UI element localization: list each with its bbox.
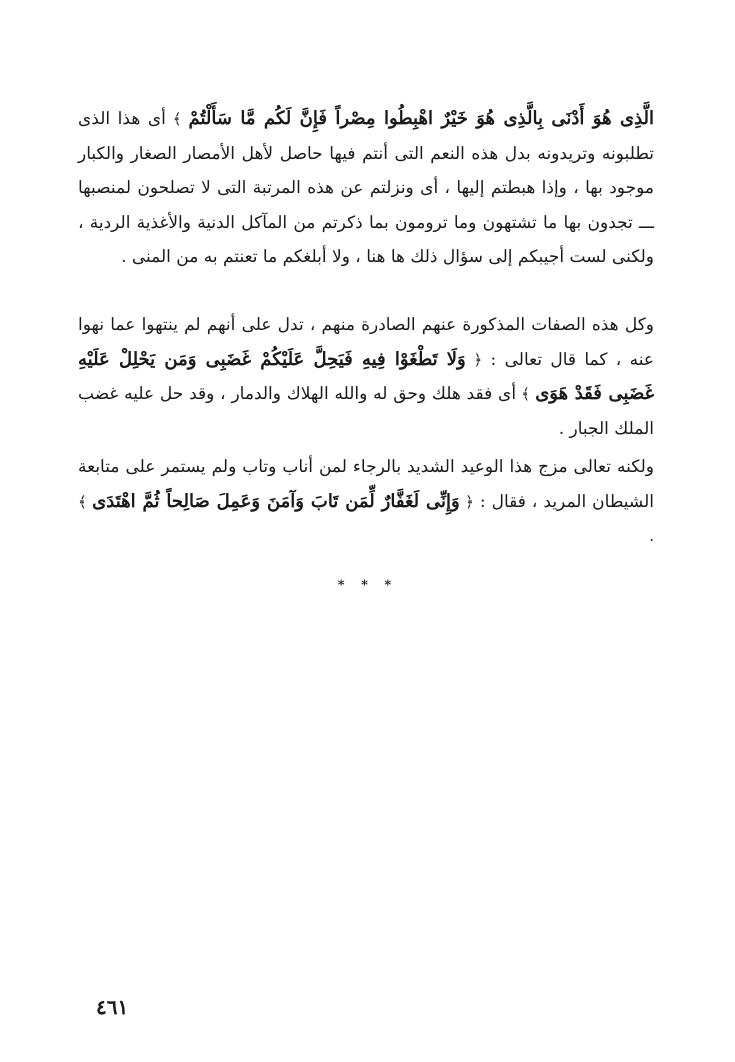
quran-verse-3: وَإِنِّى لَغَفَّارٌ لِّمَن تَابَ وَآمَنَ وَعَمِلَ صَالِحاً ثُمَّ اهْتَدَى — [92, 490, 460, 512]
quran-verse-1: الَّذِى هُوَ أَدْنَى بِالَّذِى هُوَ خَيْرٌ اهْبِطُوا مِصْراً فَإِنَّ لَكُم مَّا سَأَلْتُمْ — [188, 108, 655, 129]
verse-bracket: ﴾ — [165, 110, 189, 128]
verse-bracket: ﴿ — [465, 350, 483, 369]
quran-verse-2: وَلَا تَطْغَوْا فِيهِ فَيَحِلَّ عَلَيْكُمْ غَضَبِى وَمَن يَحْلِلْ عَلَيْهِ غَضَبِى فَقَدْ هَوَى — [78, 348, 654, 404]
paragraph-1 — [78, 102, 654, 275]
section-separator: * * * — [337, 578, 398, 593]
verse-bracket: ﴾ — [516, 385, 536, 403]
paragraph-2 — [78, 308, 654, 446]
verse-bracket: ﴾ . — [78, 492, 654, 545]
commentary-text-3: أى فقد هلك وحق له والله الهلاك والدمار ، وقد حل عليه غضب الملك الجبار . — [78, 384, 654, 439]
paragraph-3 — [78, 450, 654, 554]
commentary-text-4: ولكنه تعالى مزج هذا الوعيد الشديد بالرجاء لمن أناب وتاب ولم يستمر على متابعة الشيطان المريد ، فقال : — [78, 457, 654, 512]
commentary-text-1: أى هذا الذى تطلبونه وتريدونه بدل هذه النعم التى أنتم فيها حاصل لأهل الأمصار الصغار والكبار موجود بها ، وإذا هبطتم إليها ، أى ونزلتم عن هذه المرتبة التى لا تصلحون لمنصبها ـــ تجدون بها ما تشتهون وما ترومون بما ذكرتم من المآكل الدنية والأغذية الردية ، ولكنى لست أجيبكم إلى سؤال ذلك ها هنا ، ولا أبلغكم ما تعنتم به من المنى . — [78, 109, 654, 267]
page-number: ٤٦١ — [96, 995, 129, 1019]
commentary-text-2: وكل هذه الصفات المذكورة عنهم الصادرة منهم ، تدل على أنهم لم ينتهوا عما نهوا عنه ، كما قال تعالى : — [78, 315, 655, 370]
verse-bracket: ﴿ — [459, 492, 474, 511]
